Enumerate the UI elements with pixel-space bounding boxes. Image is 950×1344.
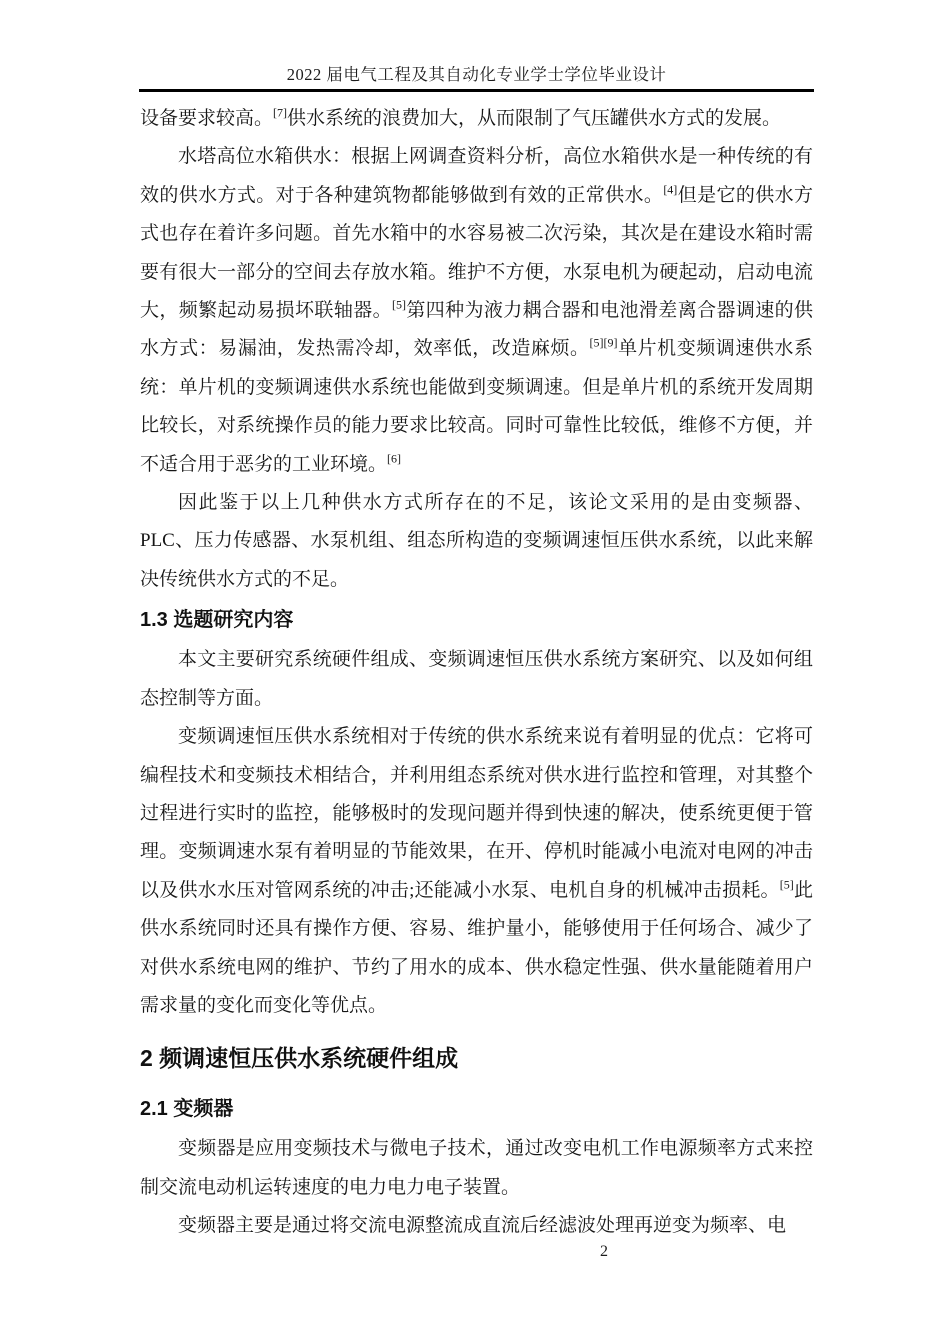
document-body bbox=[140, 100, 813, 1246]
citation-ref: [5] bbox=[391, 297, 406, 312]
text-run: 但是它的供水方式也存在着许多问题。首先水箱中的水容易被二次污染，其次是在建设水箱时需要有很大一部分的空间去存放水箱。维护不方便，水泵电机为硬起动，启动电流大，频繁起动易损坏联轴器。 bbox=[140, 184, 813, 322]
text-run: 变频器是应用变频技术与微电子技术，通过改变电机工作电源频率方式来控制交流电动机运转速度的电力电力电子装置。 bbox=[140, 1138, 813, 1198]
page-header bbox=[140, 61, 813, 85]
text-run: 1.3 选题研究内容 bbox=[140, 609, 294, 632]
paragraph bbox=[140, 484, 813, 599]
paragraph bbox=[140, 1207, 813, 1245]
paragraph bbox=[140, 100, 813, 138]
paragraph bbox=[140, 1130, 813, 1207]
citation-ref: [6] bbox=[387, 451, 402, 466]
subsection-heading bbox=[140, 1089, 813, 1129]
text-run: 水塔高位水箱供水：根据上网调查资料分析，高位水箱供水是一种传统的有效的供水方式。对于各种建筑物都能够做到有效的正常供水。 bbox=[140, 146, 813, 206]
paragraph bbox=[140, 718, 813, 1025]
text-run: 2 频调速恒压供水系统硬件组成 bbox=[140, 1045, 459, 1072]
header-title: 2022 届电气工程及其自动化专业学士学位毕业设计 bbox=[286, 65, 667, 84]
citation-ref: [7] bbox=[273, 105, 288, 120]
paragraph bbox=[140, 641, 813, 718]
header-rule bbox=[139, 89, 814, 92]
text-run: 2.1 变频器 bbox=[140, 1098, 234, 1121]
text-run: 因此鉴于以上几种供水方式所存在的不足，该论文采用的是由变频器、PLC、压力传感器、水泵机组、组态所构造的变频调速恒压供水系统，以此来解决传统供水方式的不足。 bbox=[140, 492, 813, 590]
citation-ref: [4] bbox=[663, 182, 678, 197]
paragraph bbox=[140, 138, 813, 484]
text-run: 此供水系统同时还具有操作方便、容易、维护量小，能够使用于任何场合、减少了对供水系统电网的维护、节约了用水的成本、供水稳定性强、供水量能随着用户需求量的变化而变化等优点。 bbox=[140, 879, 813, 1016]
citation-ref: [5] bbox=[779, 877, 794, 892]
text-run: 变频调速恒压供水系统相对于传统的供水系统来说有着明显的优点：它将可编程技术和变频技术相结合，并利用组态系统对供水进行监控和管理，对其整个过程进行实时的监控，能够极时的发现问题并得到快速的解决，使系统更便于管理。变频调速水泵有着明显的节能效果，在开、停机时能减小电流对电网的冲击以及供水水压对管网系统的冲击;还能减小水泵、电机自身的机械冲击损耗。 bbox=[140, 726, 813, 901]
text-run: 本文主要研究系统硬件组成、变频调速恒压供水系统方案研究、以及如何组态控制等方面。 bbox=[140, 649, 813, 709]
page-number: 2 bbox=[600, 1243, 608, 1260]
text-run: 单片机变频调速供水系统：单片机的变频调速供水系统也能做到变频调速。但是单片机的系统开发周期比较长，对系统操作员的能力要求比较高。同时可靠性比较低，维修不方便，并不适合用于恶劣的工业环境。 bbox=[140, 338, 813, 475]
subsection-heading bbox=[140, 600, 813, 640]
text-run: 变频器主要是通过将交流电源整流成直流后经滤波处理再逆变为频率、电 bbox=[178, 1215, 787, 1237]
text-run: 第四种为液力耦合器和电池滑差离合器调速的供水方式：易漏油，发热需冷却，效率低，改造麻烦。 bbox=[140, 300, 813, 360]
text-run: 设备要求较高。 bbox=[140, 108, 274, 129]
section-heading bbox=[140, 1035, 813, 1081]
text-run: 供水系统的浪费加大，从而限制了气压罐供水方式的发展。 bbox=[287, 108, 782, 129]
citation-ref: [5][9] bbox=[589, 336, 618, 351]
